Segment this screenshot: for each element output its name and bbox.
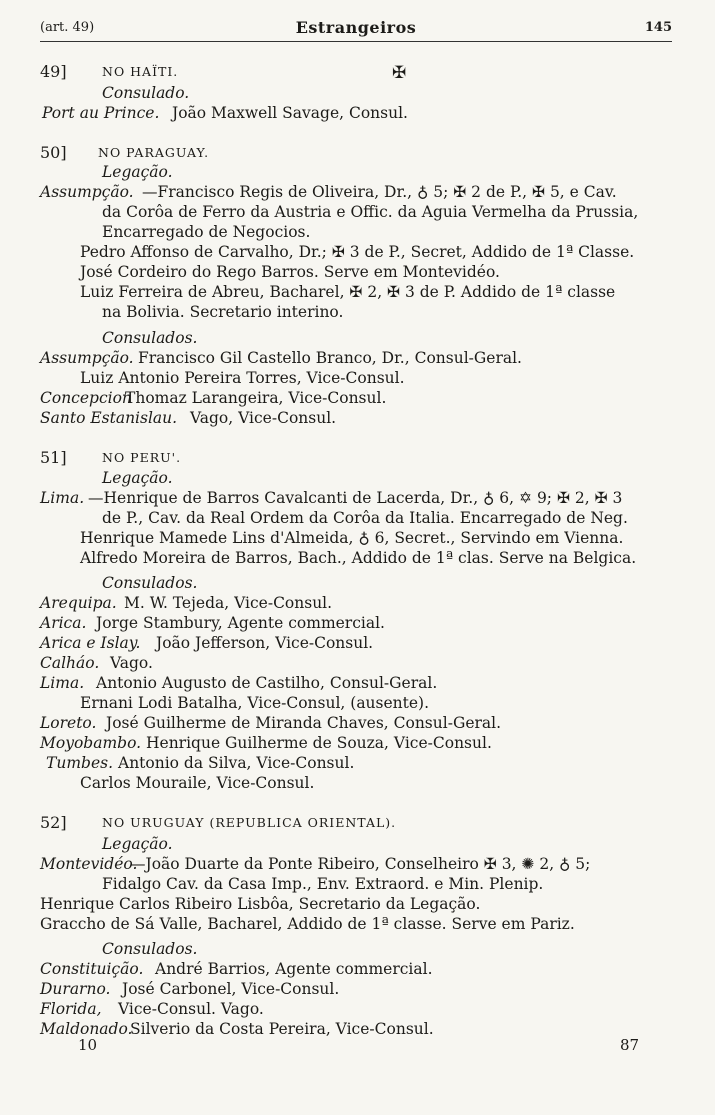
text-line: Luiz Antonio Pereira Torres, Vice-Consul. — [80, 369, 405, 387]
text-line: Consulados. — [102, 329, 198, 347]
text-line: Ernani Lodi Batalha, Vice-Consul, (ausente). — [80, 694, 430, 712]
text-line: Loreto. — [40, 714, 97, 732]
text-line: André Barrios, Agente commercial. — [155, 960, 433, 978]
text-line: Moyobambo. — [40, 734, 142, 752]
text-line: —Francisco Regis de Oliveira, Dr., ♁ 5; ✠ 2 de P., ✠ 5, e Cav. — [142, 183, 617, 201]
text-line: Henrique Carlos Ribeiro Lisbôa, Secretario da Legação. — [40, 895, 481, 913]
text-line: Lima. — [40, 674, 85, 692]
text-line: Arequipa. — [40, 594, 117, 612]
text-line: Legação. — [102, 163, 173, 181]
text-line: 52] — [40, 813, 67, 832]
header-article-ref: (art. 49) — [40, 20, 95, 35]
text-line: Antonio Augusto de Castilho, Consul-Geral. — [96, 674, 438, 692]
text-line: Durarno. — [40, 980, 111, 998]
text-line: da Corôa de Ferro da Austria e Offic. da Aguia Vermelha da Prussia, — [102, 203, 639, 221]
text-line: Florida, — [40, 1000, 102, 1018]
text-line: Fidalgo Cav. da Casa Imp., Env. Extraord. e Min. Plenip. — [102, 875, 544, 893]
text-line: Consulado. — [102, 84, 190, 102]
footer-sheet-number: 87 — [620, 1036, 640, 1054]
text-line: Henrique Mamede Lins d'Almeida, ♁ 6, Secret., Servindo em Vienna. — [80, 529, 624, 547]
footer-signature: 10 — [78, 1036, 98, 1054]
text-line: Arica. — [40, 614, 87, 632]
text-line: Francisco Gil Castello Branco, Dr., Consul-Geral. — [138, 349, 522, 367]
text-line: Santo Estanislau. — [40, 409, 178, 427]
header-rule — [40, 41, 672, 42]
text-line: de P., Cav. da Real Ordem da Corôa da Italia. Encarregado de Neg. — [102, 509, 628, 527]
text-line: Tumbes. — [46, 754, 113, 772]
text-line: Concepcion — [40, 389, 132, 407]
text-line: João Maxwell Savage, Consul. — [172, 104, 408, 122]
text-line: Port au Prince. — [42, 104, 160, 122]
text-line: Graccho de Sá Valle, Bacharel, Addido de 1ª classe. Serve em Pariz. — [40, 915, 575, 933]
text-line: José Guilherme de Miranda Chaves, Consul-Geral. — [106, 714, 502, 732]
text-line: Vago. — [110, 654, 153, 672]
text-line: 51] — [40, 448, 67, 467]
text-line: Alfredo Moreira de Barros, Bach., Addido de 1ª clas. Serve na Belgica. — [80, 549, 637, 567]
text-line: Constituição. — [40, 960, 144, 978]
text-line: João Jefferson, Vice-Consul. — [156, 634, 374, 652]
text-line: Luiz Ferreira de Abreu, Bacharel, ✠ 2, ✠ 3 de P. Addido de 1ª classe — [80, 283, 616, 301]
text-line: Encarregado de Negocios. — [102, 223, 311, 241]
text-line: Lima. — [40, 489, 85, 507]
text-line: NO PARAGUAY. — [98, 145, 210, 160]
text-line: Carlos Mouraile, Vice-Consul. — [80, 774, 315, 792]
text-line: Pedro Affonso de Carvalho, Dr.; ✠ 3 de P., Secret, Addido de 1ª Classe. — [80, 243, 635, 261]
text-line: 49] — [40, 62, 67, 81]
text-line: Montevidéo. — [40, 855, 138, 873]
text-line: Assumpção. — [40, 349, 134, 367]
text-line: Thomaz Larangeira, Vice-Consul. — [125, 389, 387, 407]
text-line: Assumpção. — [40, 183, 134, 201]
text-line: Maldonado. — [40, 1020, 133, 1038]
text-line: Vice-Consul. Vago. — [118, 1000, 264, 1018]
text-line: Silverio da Costa Pereira, Vice-Consul. — [130, 1020, 434, 1038]
running-header — [40, 18, 672, 40]
text-line: Jorge Stambury, Agente commercial. — [96, 614, 385, 632]
text-line: Henrique Guilherme de Souza, Vice-Consul. — [146, 734, 492, 752]
text-line: José Carbonel, Vice-Consul. — [122, 980, 340, 998]
text-line: M. W. Tejeda, Vice-Consul. — [124, 594, 333, 612]
text-line: Antonio da Silva, Vice-Consul. — [118, 754, 355, 772]
text-line: NO URUGUAY (REPUBLICA ORIENTAL). — [102, 815, 397, 830]
text-line: Calháo. — [40, 654, 100, 672]
text-line: NO HAÏTI. — [102, 64, 179, 79]
text-line: Legação. — [102, 835, 173, 853]
text-line: na Bolivia. Secretario interino. — [102, 303, 344, 321]
cross-ornament-icon: ✠ — [392, 63, 407, 83]
text-line: Consulados. — [102, 940, 198, 958]
text-line: Vago, Vice-Consul. — [190, 409, 337, 427]
text-line: Consulados. — [102, 574, 198, 592]
text-line: José Cordeiro do Rego Barros. Serve em Montevidéo. — [80, 263, 500, 281]
text-line: NO PERU'. — [102, 450, 182, 465]
header-title: Estrangeiros — [295, 18, 417, 37]
text-line: Legação. — [102, 469, 173, 487]
header-page-number: 145 — [644, 20, 672, 35]
text-line: —Henrique de Barros Cavalcanti de Lacerda, Dr., ♁ 6, ✡ 9; ✠ 2, ✠ 3 — [88, 489, 623, 507]
text-line: Arica e Islay. — [40, 634, 141, 652]
text-line: 50] — [40, 143, 67, 162]
text-line: —João Duarte da Ponte Ribeiro, Conselheiro ✠ 3, ✺ 2, ♁ 5; — [130, 855, 591, 873]
